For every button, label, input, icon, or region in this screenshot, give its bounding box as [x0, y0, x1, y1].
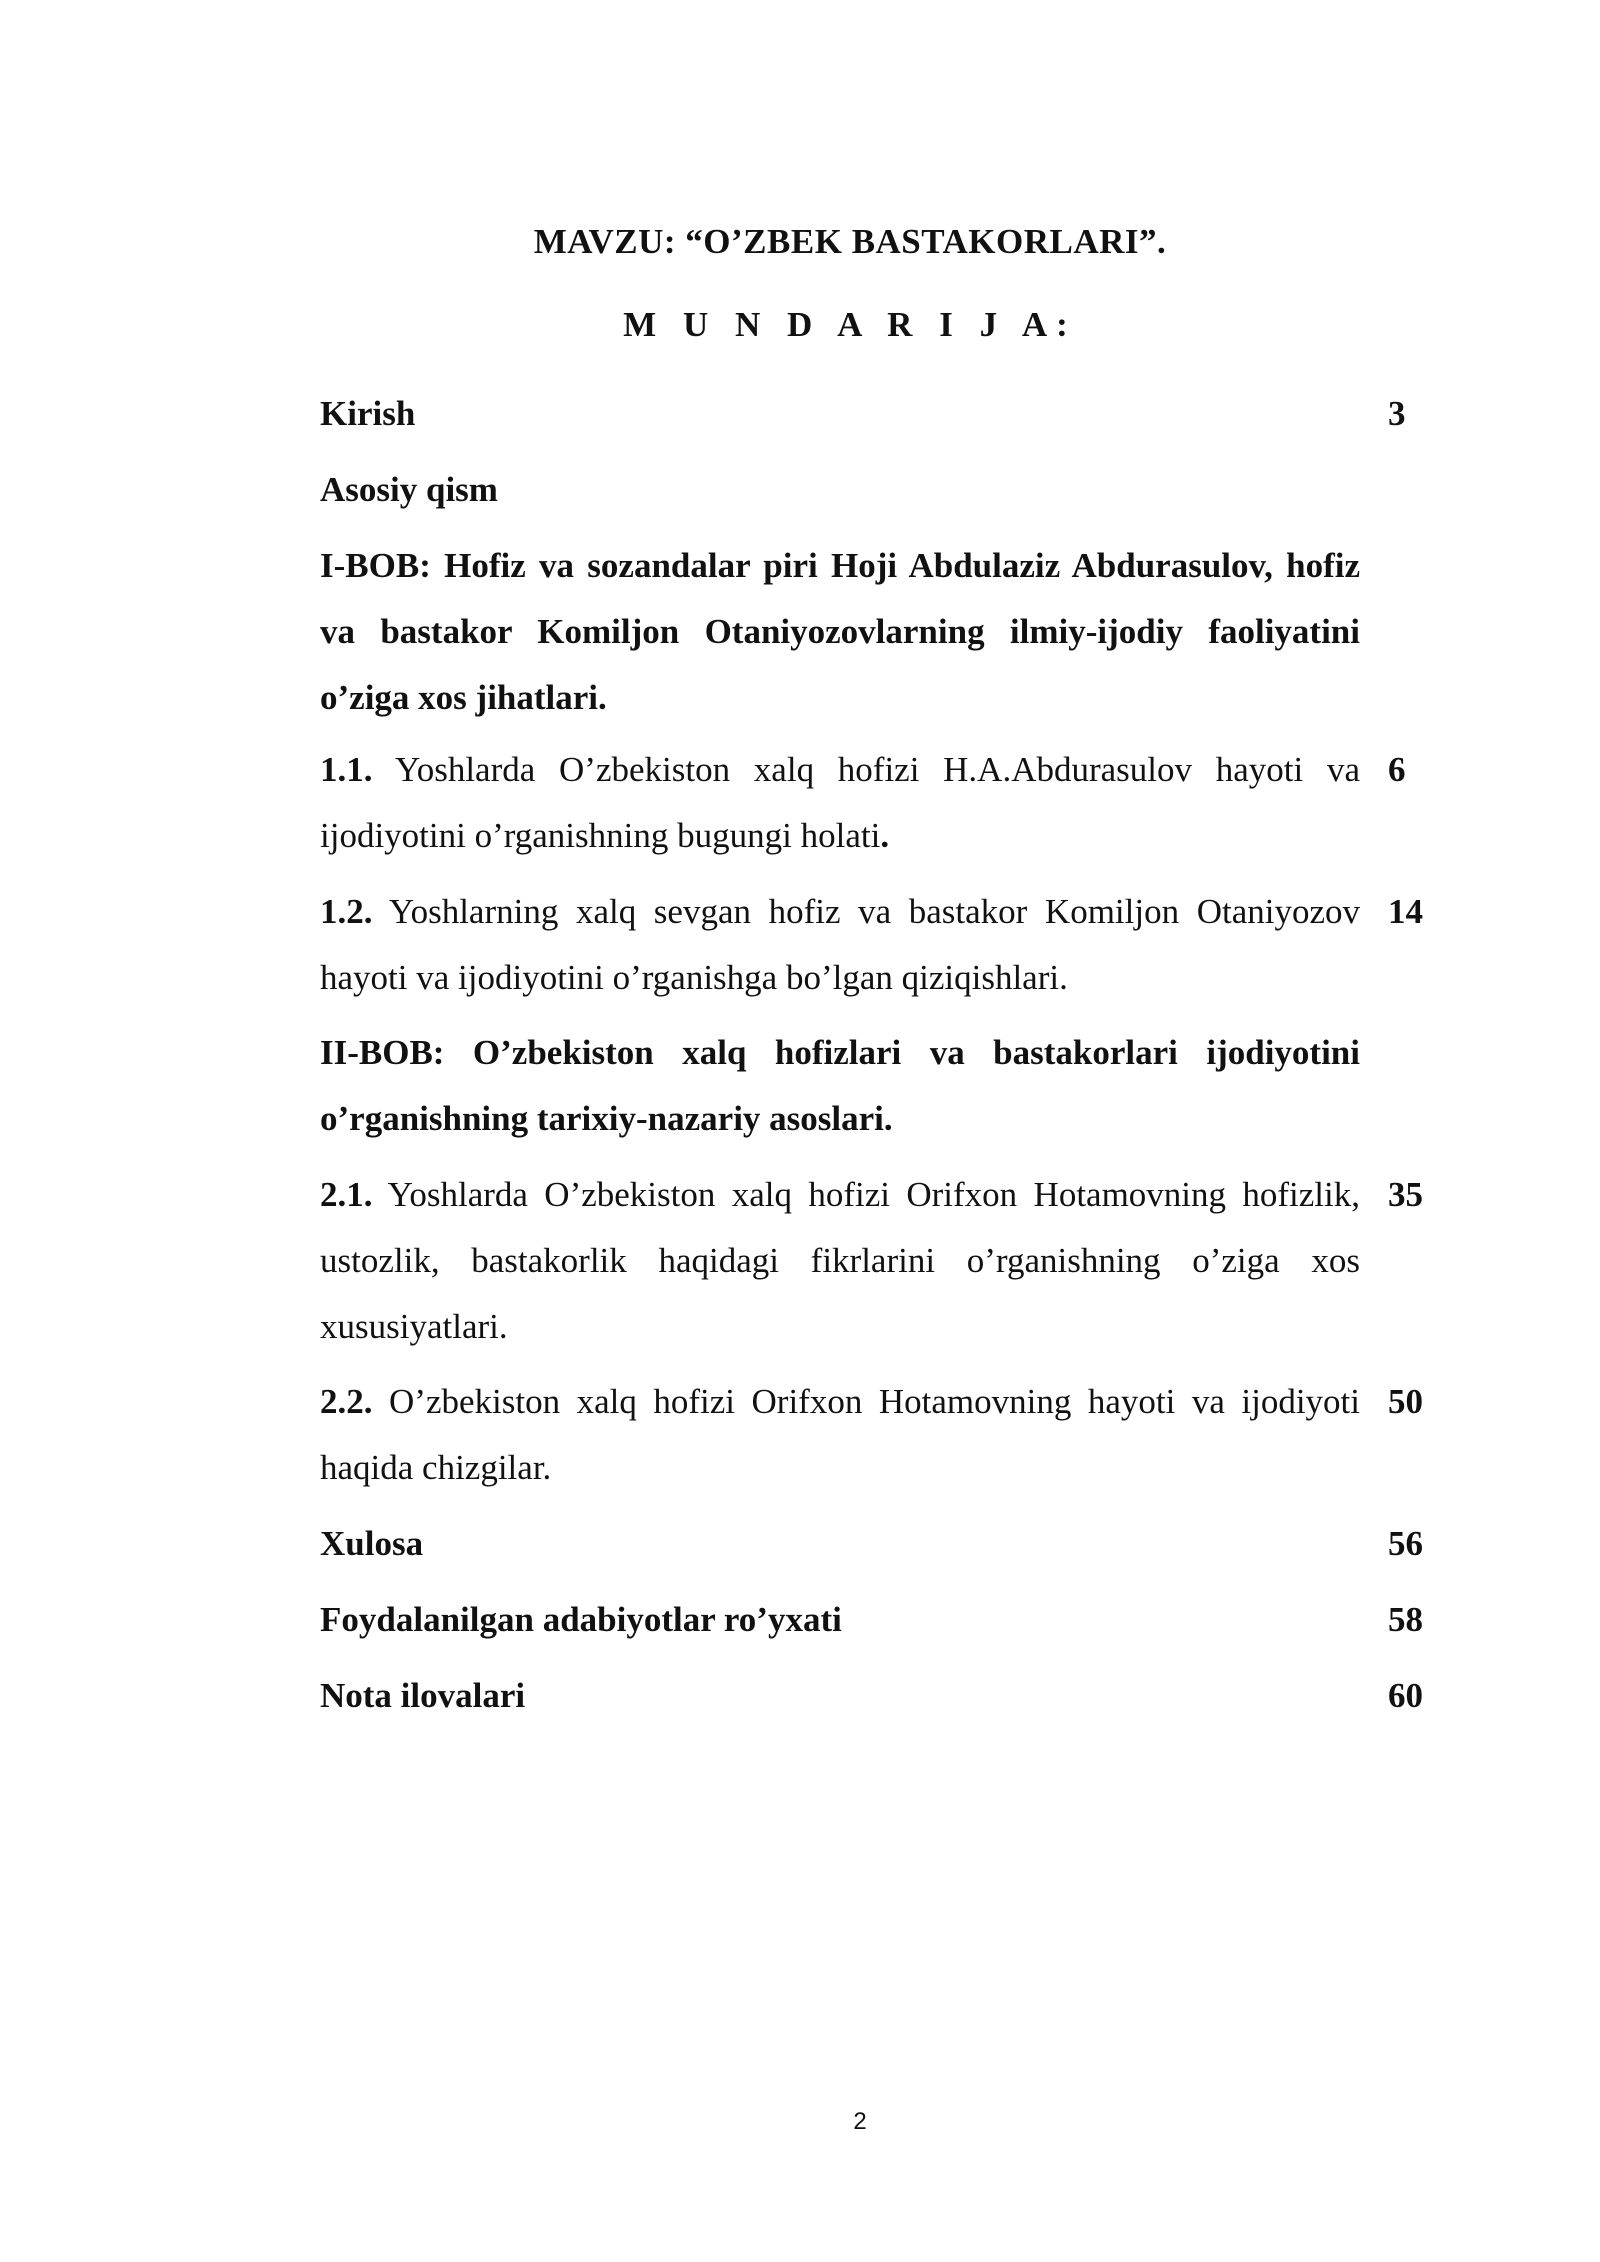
toc-entry-label: Xulosa [320, 1524, 424, 1563]
toc-entry-label: Nota ilovalari [320, 1676, 526, 1715]
toc-heading: M U N D A R I J A: [623, 305, 1077, 344]
toc-chapter-label: I-BOB: Hofiz va sozandalar piri Hoji Abdulaziz Abdurasulov, hofiz va bastakor Komiljon Otaniyozovlarning ilmiy-ijodiy faoliyatini o’ziga xos jihatlari. [320, 546, 1360, 717]
toc-entry-page: 60 [1388, 1676, 1423, 1715]
toc-section-text [320, 737, 1360, 869]
toc-section-title: Yoshlarda O’zbekiston xalq hofizi H.A.Abdurasulov hayoti va ijodiyotini o’rganishning bugungi holati [320, 750, 1360, 855]
page-number: 2 [853, 2108, 867, 2135]
toc-entry-label: Foydalanilgan adabiyotlar ro’yxati [320, 1600, 842, 1639]
toc-section-title: Yoshlarda O’zbekiston xalq hofizi Orifxon Hotamovning hofizlik, ustozlik, bastakorlik haqidagi fikrlarini o’rganishning o’ziga xos xususiyatlari. [320, 1175, 1361, 1346]
toc-section-end: . [880, 816, 890, 855]
toc-section-number: 2.1. [320, 1175, 373, 1214]
toc-entry-label: Asosiy qism [320, 470, 498, 509]
toc-section-number: 1.2. [320, 892, 373, 931]
toc-entry-page: 50 [1388, 1382, 1423, 1421]
toc-section-title: Yoshlarning xalq sevgan hofiz va bastakor Komiljon Otaniyozov hayoti va ijodiyotini o’rganishga bo’lgan qiziqishlari. [320, 892, 1361, 997]
toc-entry-page: 58 [1388, 1600, 1423, 1639]
toc-entry-page: 35 [1388, 1175, 1423, 1214]
toc-chapter-label: II-BOB: O’zbekiston xalq hofizlari va bastakorlari ijodiyotini o’rganishning tarixiy-nazariy asoslari. [320, 1033, 1360, 1138]
document-title: MAVZU: “O’ZBEK BASTAKORLARI”. [533, 222, 1167, 261]
toc-section-text [320, 1162, 1360, 1360]
toc-entry-page: 14 [1388, 892, 1423, 931]
toc-section-number: 2.2. [320, 1382, 373, 1421]
toc-entry-page: 6 [1388, 750, 1406, 789]
toc-section-number: 1.1. [320, 750, 373, 789]
toc-entry-page: 56 [1388, 1524, 1423, 1563]
toc-section-text [320, 879, 1360, 1011]
toc-entry-label: Kirish [320, 394, 416, 433]
toc-entry-page: 3 [1388, 394, 1406, 433]
toc-section-title: O’zbekiston xalq hofizi Orifxon Hotamovning hayoti va ijodiyoti haqida chizgilar. [320, 1382, 1360, 1487]
toc-section-text [320, 1369, 1360, 1501]
